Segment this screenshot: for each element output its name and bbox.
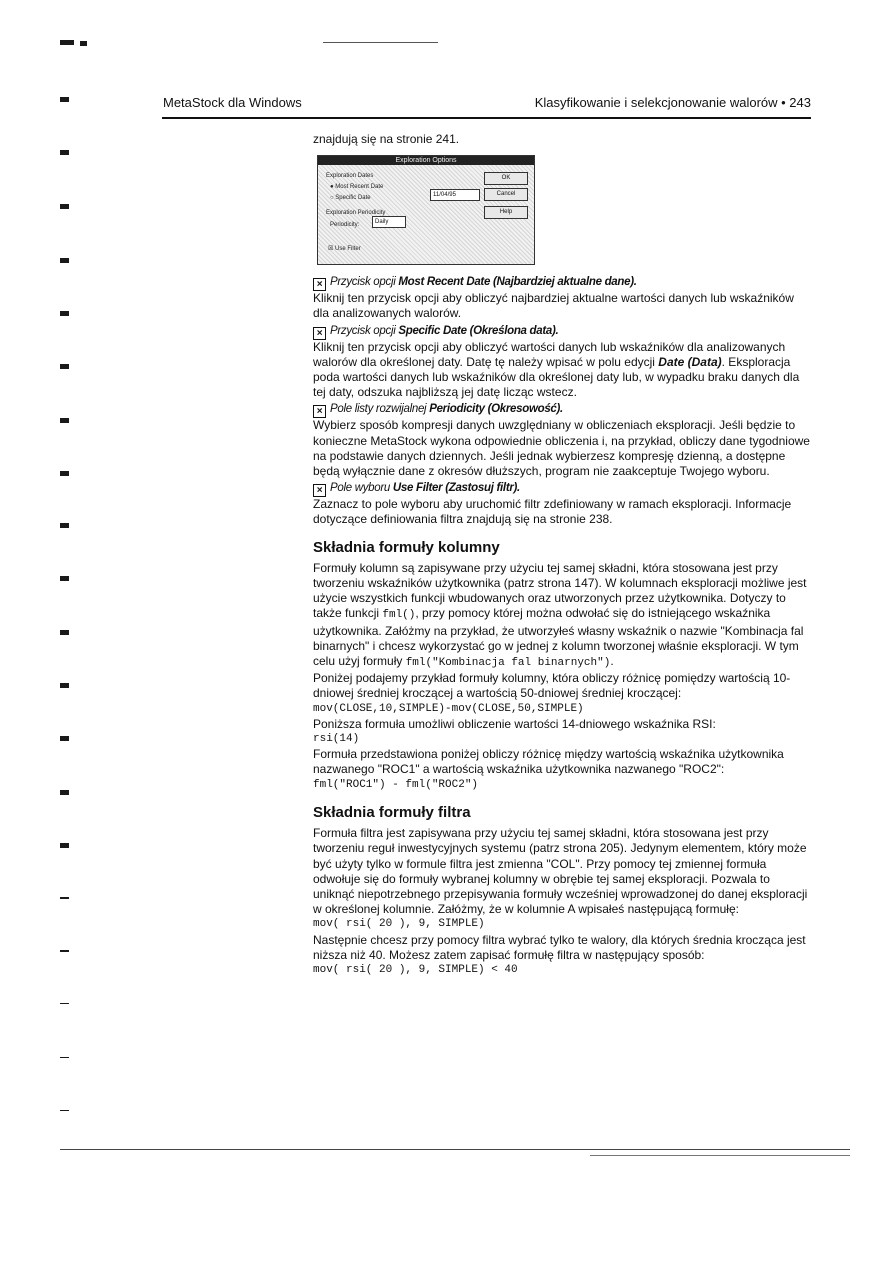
dialog-use-filter-label: Use Filter bbox=[335, 246, 361, 253]
margin-mark bbox=[60, 1003, 69, 1004]
margin-mark bbox=[60, 950, 69, 952]
option-title-bold: Specific Date (Określona data). bbox=[398, 324, 559, 337]
option-title bbox=[313, 324, 813, 340]
margin-mark bbox=[60, 736, 69, 741]
option-specific-date bbox=[313, 324, 813, 401]
inline-code: fml() bbox=[382, 609, 416, 622]
dialog-help-button: Help bbox=[484, 206, 528, 219]
section-heading-column-formula: Składnia formuły kolumny bbox=[313, 538, 500, 556]
option-description bbox=[313, 340, 813, 401]
code-line: mov(CLOSE,10,SIMPLE)-mov(CLOSE,50,SIMPLE) bbox=[313, 702, 584, 715]
option-description-part: . Eksploracja poda wartości danych lub wskaźników dla określonej daty lub, w wypadku braku danych dla tej daty, odszuka najbliższą jej datę licząc wstecz. bbox=[313, 354, 800, 400]
margin-mark bbox=[60, 40, 74, 45]
option-description: Kliknij ten przycisk opcji aby obliczyć najbardziej aktualne wartości danych lub wskaźników dla analizowanych walorów. bbox=[313, 291, 794, 321]
option-title-prefix: Przycisk opcji bbox=[330, 324, 399, 337]
margin-mark bbox=[80, 41, 87, 46]
dialog-radio-specific: ○ Specific Date bbox=[330, 195, 371, 202]
option-description-part: Kliknij ten przycisk opcji aby obliczyć wartości danych lub wskaźników dla analizowanych walorów dla określonej daty. Datę tę należy wpisać w polu edycji bbox=[313, 339, 786, 369]
option-title-prefix: Pole wyboru bbox=[330, 482, 393, 495]
dialog-radio-specific-label: Specific Date bbox=[335, 195, 371, 202]
section2-paragraph: Formuła filtra jest zapisywana przy użyciu tej samej składni, która stosowana jest przy tworzeniu reguł inwestycyjnych systemu (patrz strona 205). Jedynym elementem, który może być użyty tylko w formule filtra jest zmienna "COL". Przy pomocy tej zmiennej formuła odwołuje się do formuły wybranej kolumny w obrębie tej samej eksploracji. Pozwala to uniknąć niepotrzebnego przepisywania formuły wcześniej wprowadzonej do danej eksploracji w określonej kolumnie. Załóżmy, że w kolumnie A wpisałeś następującą formułę: bbox=[313, 826, 808, 917]
checkbox-x-icon: × bbox=[313, 278, 326, 291]
code-line: mov( rsi( 20 ), 9, SIMPLE) bbox=[313, 918, 485, 931]
dialog-cancel-button: Cancel bbox=[484, 188, 528, 201]
option-title bbox=[313, 275, 813, 291]
margin-mark bbox=[60, 97, 69, 102]
margin-mark bbox=[60, 843, 69, 848]
text-span: . bbox=[610, 654, 614, 669]
margin-mark bbox=[60, 311, 69, 316]
option-title-prefix: Przycisk opcji bbox=[330, 276, 399, 289]
margin-mark bbox=[60, 683, 69, 688]
margin-mark bbox=[60, 790, 69, 795]
option-description: Wybierz sposób kompresji danych uwzględniany w obliczeniach eksploracji. Jeśli będzie to konieczne MetaStock wykona odpowiednie obliczenia i, na przykład, obliczy dane tygodniowe na podstawie danych dziennych. Jeśli jednak wybierzesz kompresję dzienną, a dostępne będą wyłącznie dane z okresów dłuższych, program nie zaakceptuje Twojego wyboru. bbox=[313, 418, 810, 479]
margin-mark bbox=[60, 523, 69, 528]
dialog-ok-button: OK bbox=[484, 172, 528, 185]
section1-paragraph: Poniższa formuła umożliwi obliczenie wartości 14-dniowego wskaźnika RSI: bbox=[313, 716, 716, 731]
option-title-bold: Use Filter (Zastosuj filtr). bbox=[392, 482, 520, 495]
section2-paragraph: Następnie chcesz przy pomocy filtra wybrać tylko te walory, dla których średnia krocząca jest niższa niż 40. Możesz zatem zapisać formułę filtra w następujący sposób: bbox=[313, 932, 806, 962]
option-description: Zaznacz to pole wyboru aby uruchomić filtr zdefiniowany w ramach eksploracji. Informacje dotyczące definiowania filtra znajdują się na stronie 238. bbox=[313, 497, 792, 527]
margin-mark bbox=[60, 258, 69, 263]
dialog-group-dates: Exploration Dates bbox=[326, 173, 374, 180]
margin-mark bbox=[60, 418, 69, 423]
option-periodicity bbox=[313, 402, 813, 479]
dialog-use-filter: ☒ Use Filter bbox=[328, 246, 361, 253]
dialog-radio-recent-label: Most Recent Date bbox=[335, 184, 384, 191]
scan-line bbox=[323, 42, 438, 43]
section1-paragraph: Poniżej podajemy przykład formuły kolumny, która obliczy różnicę pomiędzy wartością 10-dniowej średniej kroczącej a wartością 50-dniowej średniej kroczącej: bbox=[313, 671, 791, 701]
option-title-bold: Most Recent Date (Najbardziej aktualne dane). bbox=[398, 276, 637, 289]
section-heading-filter-formula: Składnia formuły filtra bbox=[313, 803, 471, 821]
header-rule bbox=[162, 117, 811, 119]
option-title bbox=[313, 402, 813, 418]
text-span: Formuły kolumn są zapisywane przy użyciu tej samej składni, która stosowana jest przy tworzeniu wskaźników użytkownika (patrz strona 147). W kolumnach eksploracji możliwe jest użycie wszystkich funkcji wbudowanych oraz utworzonych przez użytkownika. Dotyczy to także funkcji bbox=[313, 560, 807, 621]
option-title bbox=[313, 481, 813, 497]
section1-paragraph bbox=[313, 561, 813, 671]
margin-mark bbox=[60, 150, 69, 155]
scan-line bbox=[590, 1155, 850, 1156]
code-line: fml("ROC1") - fml("ROC2") bbox=[313, 778, 479, 791]
margin-mark bbox=[60, 630, 69, 635]
option-title-prefix: Pole listy rozwijalnej bbox=[330, 403, 430, 416]
dialog-group-periodicity: Exploration Periodicity bbox=[326, 210, 386, 217]
checkbox-x-icon: × bbox=[313, 405, 326, 418]
dialog-radio-recent: ● Most Recent Date bbox=[330, 184, 384, 191]
checkbox-x-icon: × bbox=[313, 327, 326, 340]
scan-line bbox=[60, 1149, 850, 1150]
margin-mark bbox=[60, 1057, 69, 1058]
code-line: rsi(14) bbox=[313, 733, 360, 746]
section1-paragraph: Formuła przedstawiona poniżej obliczy różnicę między wartością wskaźnika użytkownika nazwanego "ROC1" a wartością wskaźnika użytkownika nazwanego "ROC2": bbox=[313, 747, 784, 777]
dialog-periodicity-label: Periodicity: bbox=[330, 222, 360, 229]
option-most-recent-date bbox=[313, 275, 813, 321]
dialog-periodicity-select: Daily bbox=[372, 216, 406, 228]
option-use-filter bbox=[313, 481, 813, 527]
margin-mark bbox=[60, 364, 69, 369]
running-header-right: Klasyfikowanie i selekcjonowanie walorów • 243 bbox=[534, 95, 811, 110]
inline-code: fml("Kombinacja fal binarnych") bbox=[405, 657, 611, 670]
running-header-left: MetaStock dla Windows bbox=[163, 95, 302, 110]
dialog-date-field: 11/04/95 bbox=[430, 189, 480, 201]
page-content bbox=[313, 132, 813, 978]
dialog-title: Exploration Options bbox=[318, 156, 534, 165]
margin-mark bbox=[60, 576, 69, 581]
exploration-options-dialog-image bbox=[317, 155, 535, 265]
intro-text: znajdują się na stronie 241. bbox=[313, 132, 460, 146]
text-span: , przy pomocy której można odwołać się do istniejącego wskaźnika użytkownika. Załóżmy na przykład, że utworzyłeś własny wskaźnik o nazwie "Kombinacja fal binarnych" i chcesz wykorzystać go w jednej z kolumn tworzonej właśnie eksploracji. W tym celu użyj formuły bbox=[313, 606, 804, 669]
option-description-term: Date (Data) bbox=[658, 354, 722, 369]
margin-mark bbox=[60, 1110, 69, 1111]
margin-mark bbox=[60, 897, 69, 899]
checkbox-x-icon: × bbox=[313, 484, 326, 497]
margin-mark bbox=[60, 471, 69, 476]
option-title-bold: Periodicity (Okresowość). bbox=[429, 403, 563, 416]
margin-mark bbox=[60, 204, 69, 209]
code-line: mov( rsi( 20 ), 9, SIMPLE) < 40 bbox=[313, 963, 518, 976]
